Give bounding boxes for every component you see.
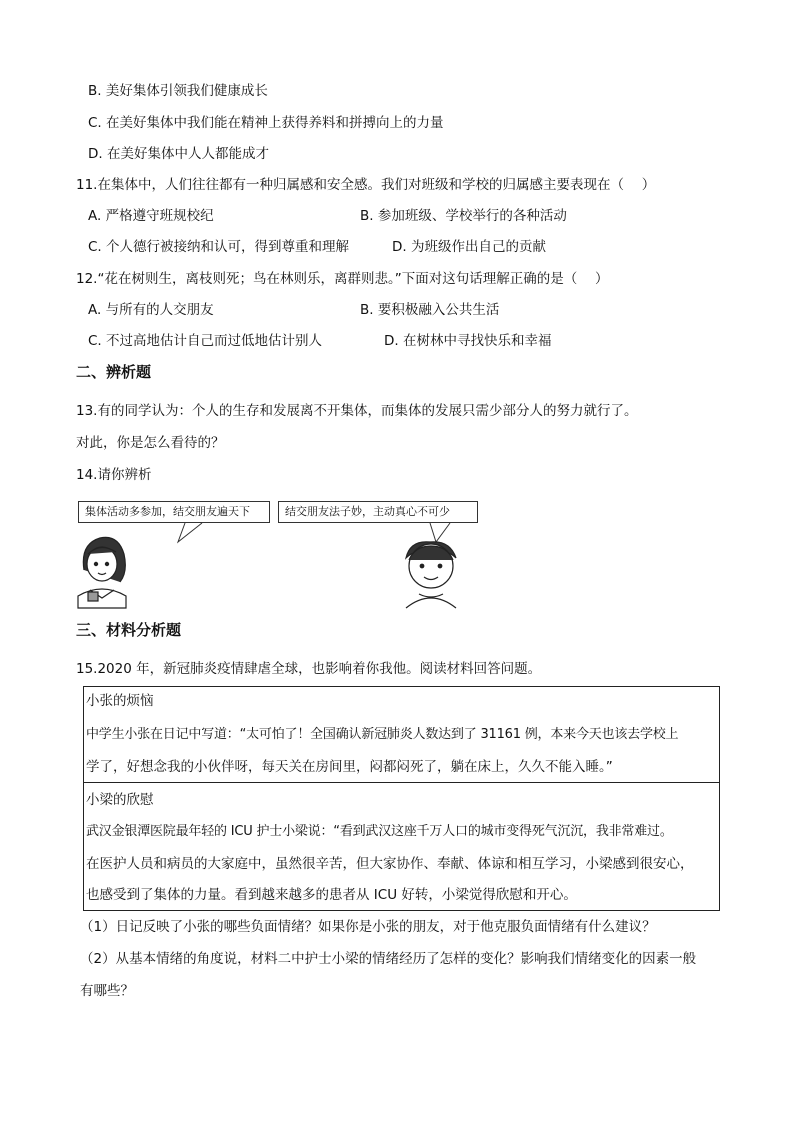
q15-sub1: （1）日记反映了小张的哪些负面情绪？如果你是小张的朋友，对于他克服负面情绪有什么建议？ — [80, 919, 656, 935]
material-1-title: 小张的烦恼 — [86, 693, 154, 709]
bubble-tail-boy — [430, 523, 450, 542]
q10-option-b: B. 美好集体引领我们健康成长 — [88, 83, 268, 99]
section-title-material: 三、材料分析题 — [76, 621, 182, 639]
material-2-line1: 武汉金银潭医院最年轻的 ICU 护士小梁说：“看到武汉这座千万人口的城市变得死气沉沉，我非常难过。 — [86, 824, 673, 839]
material-1-line1: 中学生小张在日记中写道：“太可怕了！全国确认新冠肺炎人数达到了 31161 例，本来今天也该去学校上 — [86, 727, 679, 742]
q12-option-a: A. 与所有的人交朋友 — [88, 302, 214, 318]
q12-option-b: B. 要积极融入公共生活 — [360, 302, 500, 318]
q11-option-a: A. 严格遵守班规校纪 — [88, 208, 214, 224]
q11-option-c: C. 个人德行被接纳和认可，得到尊重和理解 — [88, 239, 350, 255]
q13-stem-line2: 对此，你是怎么看待的？ — [76, 435, 225, 451]
q10-option-d: D. 在美好集体中人人都能成才 — [88, 146, 269, 162]
cartoon-illustration — [70, 520, 490, 610]
material-2-line3: 也感受到了集体的力量。看到越来越多的患者从 ICU 好转，小梁觉得欣慰和开心。 — [86, 887, 577, 903]
bubble-tail-girl — [178, 523, 202, 542]
q11-stem: 11.在集体中，人们往往都有一种归属感和安全感。我们对班级和学校的归属感主要表现在（ ） — [76, 177, 656, 193]
material-1-line2: 学了，好想念我的小伙伴呀，每天关在房间里，闷都闷死了，躺在床上，久久不能入睡。” — [86, 759, 613, 775]
section-title-analysis: 二、辨析题 — [76, 363, 152, 381]
speech-bubble-girl: 集体活动多参加，结交朋友遍天下 — [78, 501, 270, 523]
q15-sub2-line2: 有哪些？ — [80, 983, 134, 999]
q15-stem: 15.2020 年，新冠肺炎疫情肆虐全球，也影响着你我他。阅读材料回答问题。 — [76, 661, 542, 677]
q11-option-d: D. 为班级作出自己的贡献 — [392, 239, 546, 255]
q14-stem: 14.请你辨析 — [76, 467, 152, 483]
material-2-title: 小梁的欣慰 — [86, 792, 154, 808]
q12-stem: 12.“花在树则生，离枝则死；鸟在林则乐，离群则悲。”下面对这句话理解正确的是（ ） — [76, 271, 609, 287]
girl-character-icon — [78, 537, 126, 608]
q12-option-c: C. 不过高地估计自己而过低地估计别人 — [88, 333, 323, 349]
material-2-line2: 在医护人员和病员的大家庭中，虽然很辛苦，但大家协作、奉献、体谅和相互学习，小梁感到很安心， — [86, 856, 694, 872]
q13-stem-line1: 13.有的同学认为：个人的生存和发展离不开集体，而集体的发展只需少部分人的努力就行了。 — [76, 403, 638, 419]
speech-bubble-boy: 结交朋友法子妙，主动真心不可少 — [278, 501, 478, 523]
boy-character-icon — [406, 542, 456, 608]
q11-option-b: B. 参加班级、学校举行的各种活动 — [360, 208, 567, 224]
q15-sub2-line1: （2）从基本情绪的角度说，材料二中护士小梁的情绪经历了怎样的变化？影响我们情绪变化的因素一般 — [80, 951, 697, 967]
q10-option-c: C. 在美好集体中我们能在精神上获得养料和拼搏向上的力量 — [88, 115, 444, 131]
q12-option-d: D. 在树林中寻找快乐和幸福 — [384, 333, 552, 349]
